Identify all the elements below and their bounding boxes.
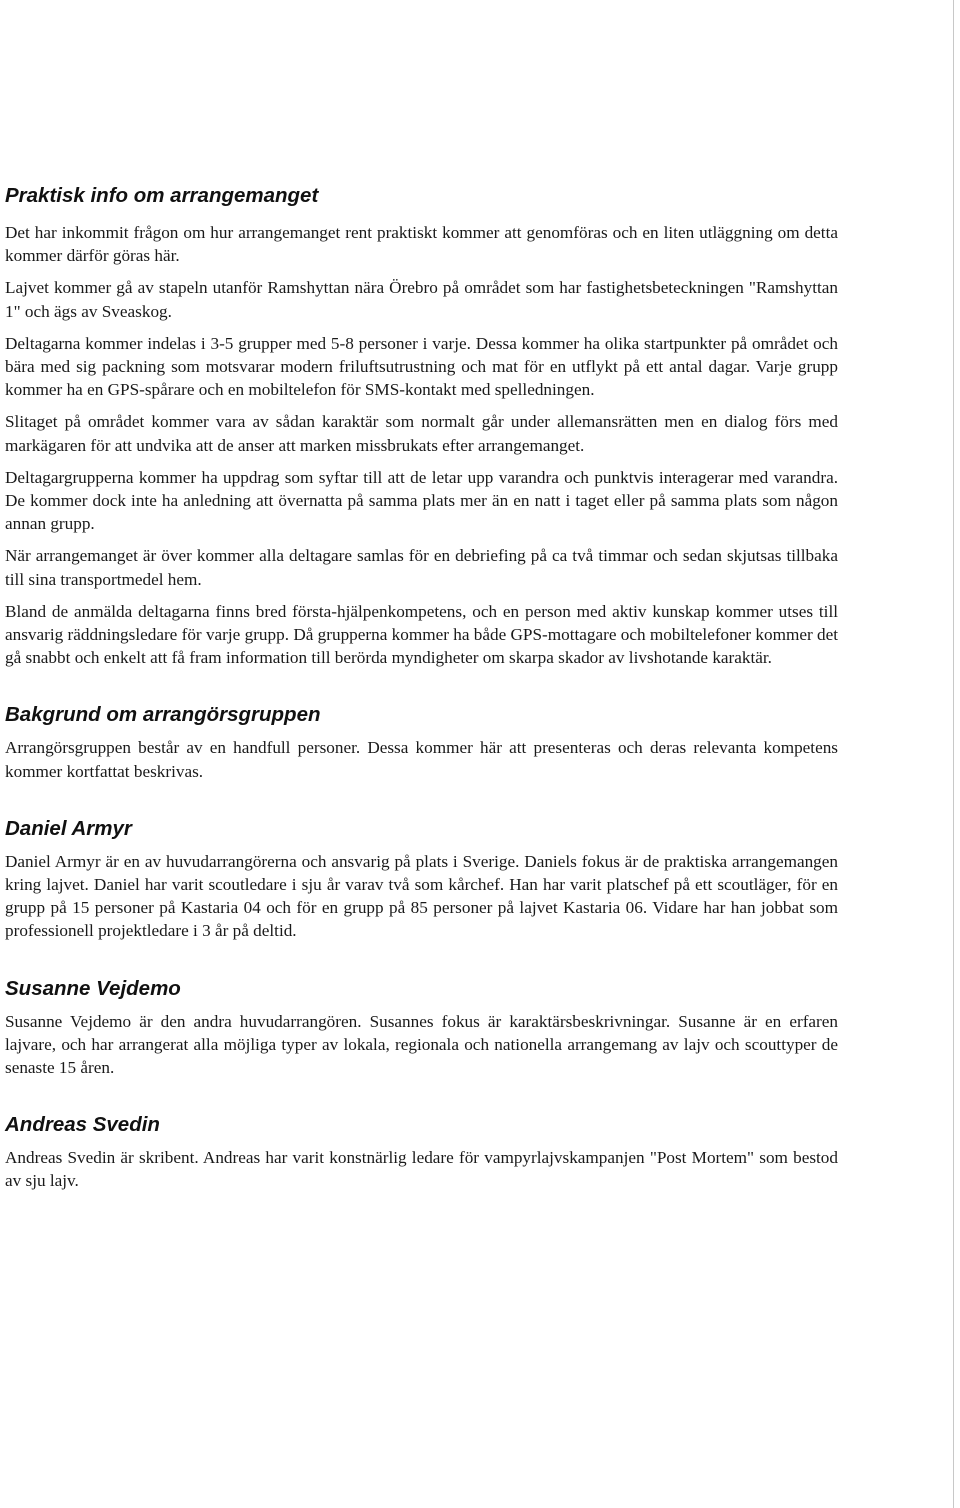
section-daniel-armyr	[5, 816, 838, 943]
paragraph: Det har inkommit frågon om hur arrangemanget rent praktiskt kommer att genomföras och en liten utläggning om detta kommer därför göras här.	[5, 223, 838, 266]
paragraph: Arrangörsgruppen består av en handfull personer. Dessa kommer här att presenteras och deras relevanta kompetens kommer kortfattat beskrivas.	[5, 738, 838, 781]
paragraph: Deltagarna kommer indelas i 3-5 grupper med 5-8 personer i varje. Dessa kommer ha olika startpunkter på området och bära med sig packning som motsvarar modern friluftsutrustning och mat för en utflykt på ett antal dagar. Varje grupp kommer ha en GPS-spårare och en mobiltelefon för SMS-kontakt med spelledningen.	[5, 333, 838, 400]
paragraph: Daniel Armyr är en av huvudarrangörerna och ansvarig på plats i Sverige. Daniels fokus är de praktiska arrangemangen kring lajvet. Daniel har varit scoutledare i sju år varav två som kårchef. Han har varit platschef på ett scoutläger, för en grupp på 15 personer på Kastaria 04 och för en grupp på 85 personer på lajvet Kastaria 06. Vidare har han jobbat som professionell projektledare i 3 år på deltid.	[5, 851, 838, 941]
section-heading: Susanne Vejdemo	[5, 976, 181, 1000]
document-page	[5, 183, 838, 1193]
section-heading: Andreas Svedin	[5, 1113, 160, 1137]
paragraph: Andreas Svedin är skribent. Andreas har varit konstnärlig ledare för vampyrlajvskampanjen "Post Mortem" som bestod av sju lajv.	[5, 1148, 838, 1191]
section-organizer-background	[5, 702, 838, 782]
paragraph: Deltagargrupperna kommer ha uppdrag som syftar till att de letar upp varandra och punktvis interagerar med varandra. De kommer dock inte ha anledning att övernatta på samma plats mer än en natt i taget eller på samma plats som någon annan grupp.	[5, 467, 838, 534]
section-heading: Daniel Armyr	[5, 816, 132, 840]
paragraph: Slitaget på området kommer vara av sådan karaktär som normalt går under allemansrätten men en dialog förs med markägaren för att undvika att de anser att marken missbrukats efter arrangemanget.	[5, 412, 838, 455]
page-edge-line	[953, 0, 954, 1508]
paragraph: Lajvet kommer gå av stapeln utanför Ramshyttan nära Örebro på området som har fastighetsbeteckningen "Ramshyttan 1" och ägs av Sveaskog.	[5, 278, 838, 321]
section-practical-info	[5, 183, 838, 669]
paragraph: När arrangemanget är över kommer alla deltagare samlas för en debriefing på ca två timmar och sedan skjutsas tillbaka till sina transportmedel hem.	[5, 546, 838, 589]
section-susanne-vejdemo	[5, 976, 838, 1080]
paragraph: Bland de anmälda deltagarna finns bred första-hjälpenkompetens, och en person med aktiv kunskap kommer utses till ansvarig räddningsledare för varje grupp. Då grupperna kommer ha både GPS-mottagare och mobiltelefoner kommer det gå snabbt och enkelt att få fram information till berörda myndigheter om skarpa skador av livshotande karaktär.	[5, 601, 838, 668]
section-heading: Praktisk info om arrangemanget	[5, 184, 319, 207]
paragraph: Susanne Vejdemo är den andra huvudarrangören. Susannes fokus är karaktärsbeskrivningar. Susanne är en erfaren lajvare, och har arrangerat alla möjliga typer av lokala, regionala och nationella arrangemang av lajv och scouttyper de senaste 15 åren.	[5, 1011, 838, 1078]
section-andreas-svedin	[5, 1112, 838, 1192]
section-heading: Bakgrund om arrangörsgruppen	[5, 703, 321, 727]
